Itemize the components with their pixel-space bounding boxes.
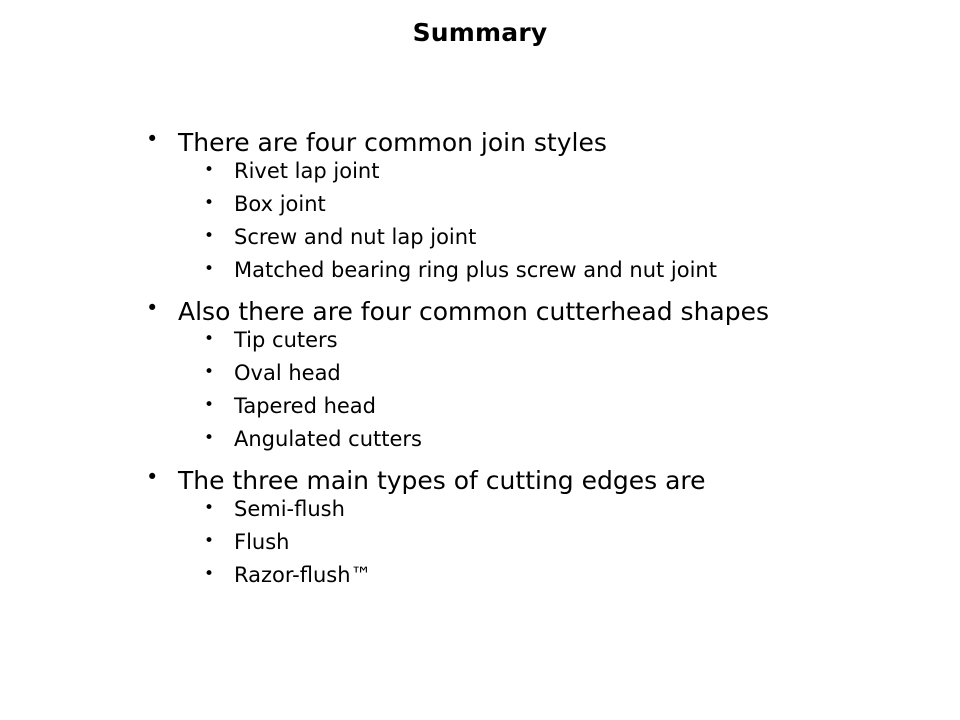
page-title: Summary (412, 18, 548, 47)
outline-list (138, 128, 918, 598)
outline-heading: • There are four common join styles (178, 128, 607, 157)
list-item: • Box joint (178, 194, 918, 227)
list-item: • Semi-flush (178, 499, 918, 532)
outline-group (138, 297, 918, 462)
outline-sublist (178, 499, 918, 598)
outline-heading: • Also there are four common cutterhead shapes (178, 297, 770, 326)
outline-group (138, 466, 918, 598)
list-item: • Flush (178, 532, 918, 565)
slide-body (138, 128, 918, 602)
list-item: • Screw and nut lap joint (178, 227, 918, 260)
outline-heading: • The three main types of cutting edges are (178, 466, 706, 495)
outline-sublist (178, 330, 918, 462)
list-item: • Tapered head (178, 396, 918, 429)
list-item: • Rivet lap joint (178, 161, 918, 194)
list-item: • Angulated cutters (178, 429, 918, 462)
list-item: • Tip cuters (178, 330, 918, 363)
list-item: • Oval head (178, 363, 918, 396)
list-item: • Razor-flush™ (178, 565, 918, 598)
outline-group (138, 128, 918, 293)
list-item: • Matched bearing ring plus screw and nut joint (178, 260, 918, 293)
outline-sublist (178, 161, 918, 293)
